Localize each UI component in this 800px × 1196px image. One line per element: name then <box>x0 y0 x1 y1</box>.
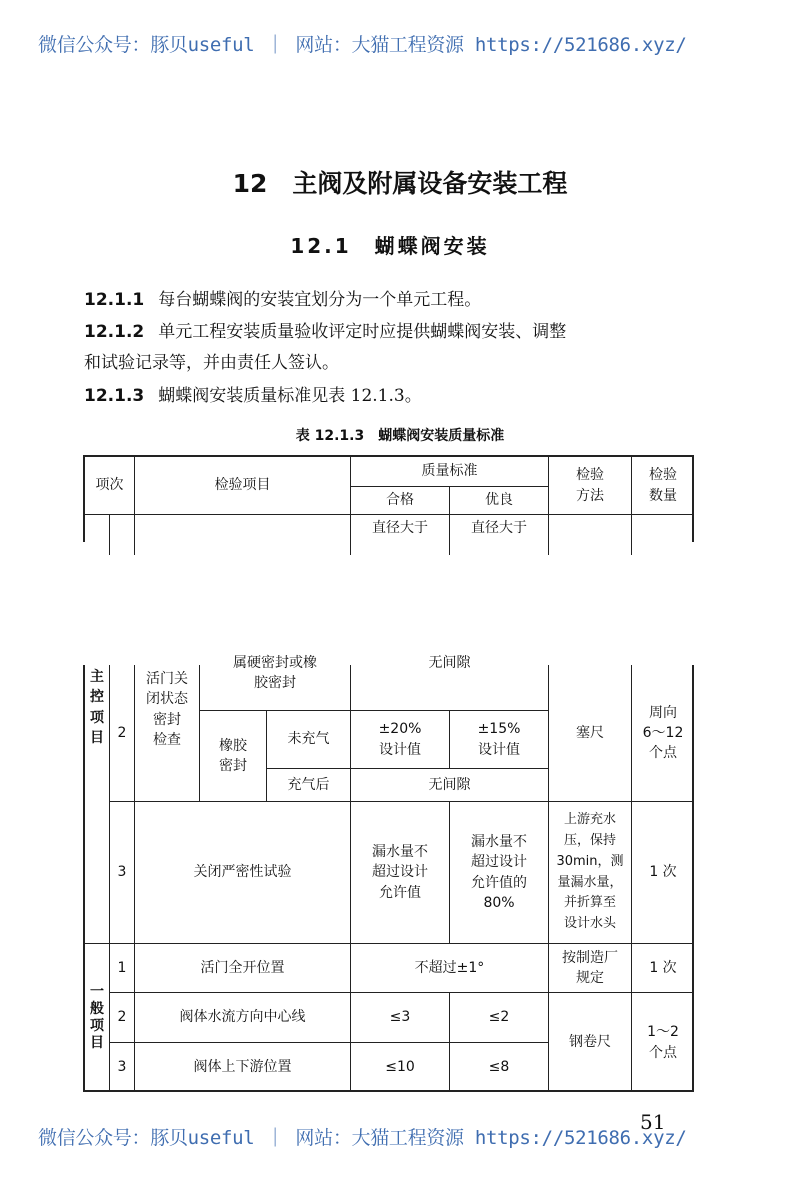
clause-text: 每台蝴蝶阀的安装宜划分为一个单元工程。 <box>158 290 482 310</box>
clause-text: 单元工程安装质量验收评定时应提供蝴蝶阀安装、调整 <box>158 322 567 342</box>
uninflated: 未充气 <box>267 711 351 769</box>
clause-text: 蝴蝶阀安装质量标准见表 12.1.3。 <box>158 386 422 406</box>
row-method: 钢卷尺 <box>549 993 632 1092</box>
row-pass: ≤3 <box>351 993 450 1043</box>
hard-seal-label: 属硬密封或橡 胶密封 <box>233 655 317 692</box>
cell <box>549 515 632 555</box>
row-pass: 直径大于 <box>351 515 450 555</box>
header-qty: 检验 数量 <box>632 457 694 515</box>
page-number: 51 <box>640 1110 666 1134</box>
uninflated-good: ±15% 设计值 <box>450 711 549 769</box>
inflated-std: 无间隙 <box>351 769 549 802</box>
row-method: 按制造厂 规定 <box>549 944 632 993</box>
row-pass: 漏水量不 超过设计 允许值 <box>351 802 450 944</box>
row-qty: 1 次 <box>632 944 694 993</box>
inflated: 充气后 <box>267 769 351 802</box>
clause-number: 12.1.1 <box>84 290 145 310</box>
watermark-bottom: 微信公众号：豚贝useful ｜ 网站：大猫工程资源 https://521686.xyz/ <box>38 1127 687 1149</box>
clause-number: 12.1.3 <box>84 386 145 406</box>
row-item: 活门全开位置 <box>135 944 351 993</box>
row-good: ≤8 <box>450 1043 549 1092</box>
row-no: 1 <box>110 944 135 993</box>
header-no: 项次 <box>85 457 135 515</box>
row-no: 2 <box>110 665 135 802</box>
row-qty: 1 次 <box>632 802 694 944</box>
clause-12-1-2-cont: 和试验记录等，并由责任人签认。 <box>84 353 339 373</box>
cell <box>135 515 351 555</box>
row-item: 阀体上下游位置 <box>135 1043 351 1092</box>
main-category: 主 控 项 目 <box>85 665 110 944</box>
row-good: 漏水量不 超过设计 允许值的 80% <box>450 802 549 944</box>
table-caption: 表 12.1.3 蝴蝶阀安装质量标准 <box>295 428 505 444</box>
row-qty: 1～2 个点 <box>647 1024 679 1061</box>
row-good: 直径大于 <box>450 515 549 555</box>
cell <box>110 515 135 555</box>
uninflated-pass: ±20% 设计值 <box>351 711 450 769</box>
header-item: 检验项目 <box>135 457 351 515</box>
row-no: 3 <box>110 802 135 944</box>
row-item: 活门关 闭状态 密封 检查 <box>135 665 200 802</box>
row-item: 阀体水流方向中心线 <box>135 993 351 1043</box>
hard-seal-std-label: 无间隙 <box>428 655 471 671</box>
row-item: 关闭严密性试验 <box>135 802 351 944</box>
clause-12-1-1 <box>84 285 481 310</box>
row-pass: ≤10 <box>351 1043 450 1092</box>
clause-number: 12.1.2 <box>84 322 145 342</box>
table-bottom-fragment <box>83 655 694 1092</box>
section-title: 12.1 蝴蝶阀安装 <box>290 234 490 258</box>
header-good: 优良 <box>450 487 549 515</box>
row-qty: 周向 6～12 个点 <box>632 665 694 802</box>
clause-12-1-3 <box>84 381 422 406</box>
row-no: 2 <box>110 993 135 1043</box>
hard-seal-std <box>351 655 549 711</box>
general-category: 一 般 项 目 <box>85 944 110 1092</box>
cell <box>85 515 110 555</box>
row-std: 不超过±1° <box>351 944 549 993</box>
table-top-fragment <box>83 455 694 542</box>
header-pass: 合格 <box>351 487 450 515</box>
clause-12-1-2 <box>84 317 566 342</box>
row-good: ≤2 <box>450 993 549 1043</box>
chapter-title: 12 主阀及附属设备安装工程 <box>232 169 568 198</box>
header-standard: 质量标准 <box>351 457 549 487</box>
hard-seal <box>200 655 351 711</box>
rubber-seal: 橡胶 密封 <box>200 711 267 802</box>
row-no: 3 <box>110 1043 135 1092</box>
row-method: 上游充水 压，保持 30min，测 量漏水量， 并折算至 设计水头 <box>549 802 632 944</box>
row-method: 塞尺 <box>549 665 632 802</box>
header-method: 检验 方法 <box>549 457 632 515</box>
watermark-top: 微信公众号：豚贝useful ｜ 网站：大猫工程资源 https://521686.xyz/ <box>38 34 687 56</box>
